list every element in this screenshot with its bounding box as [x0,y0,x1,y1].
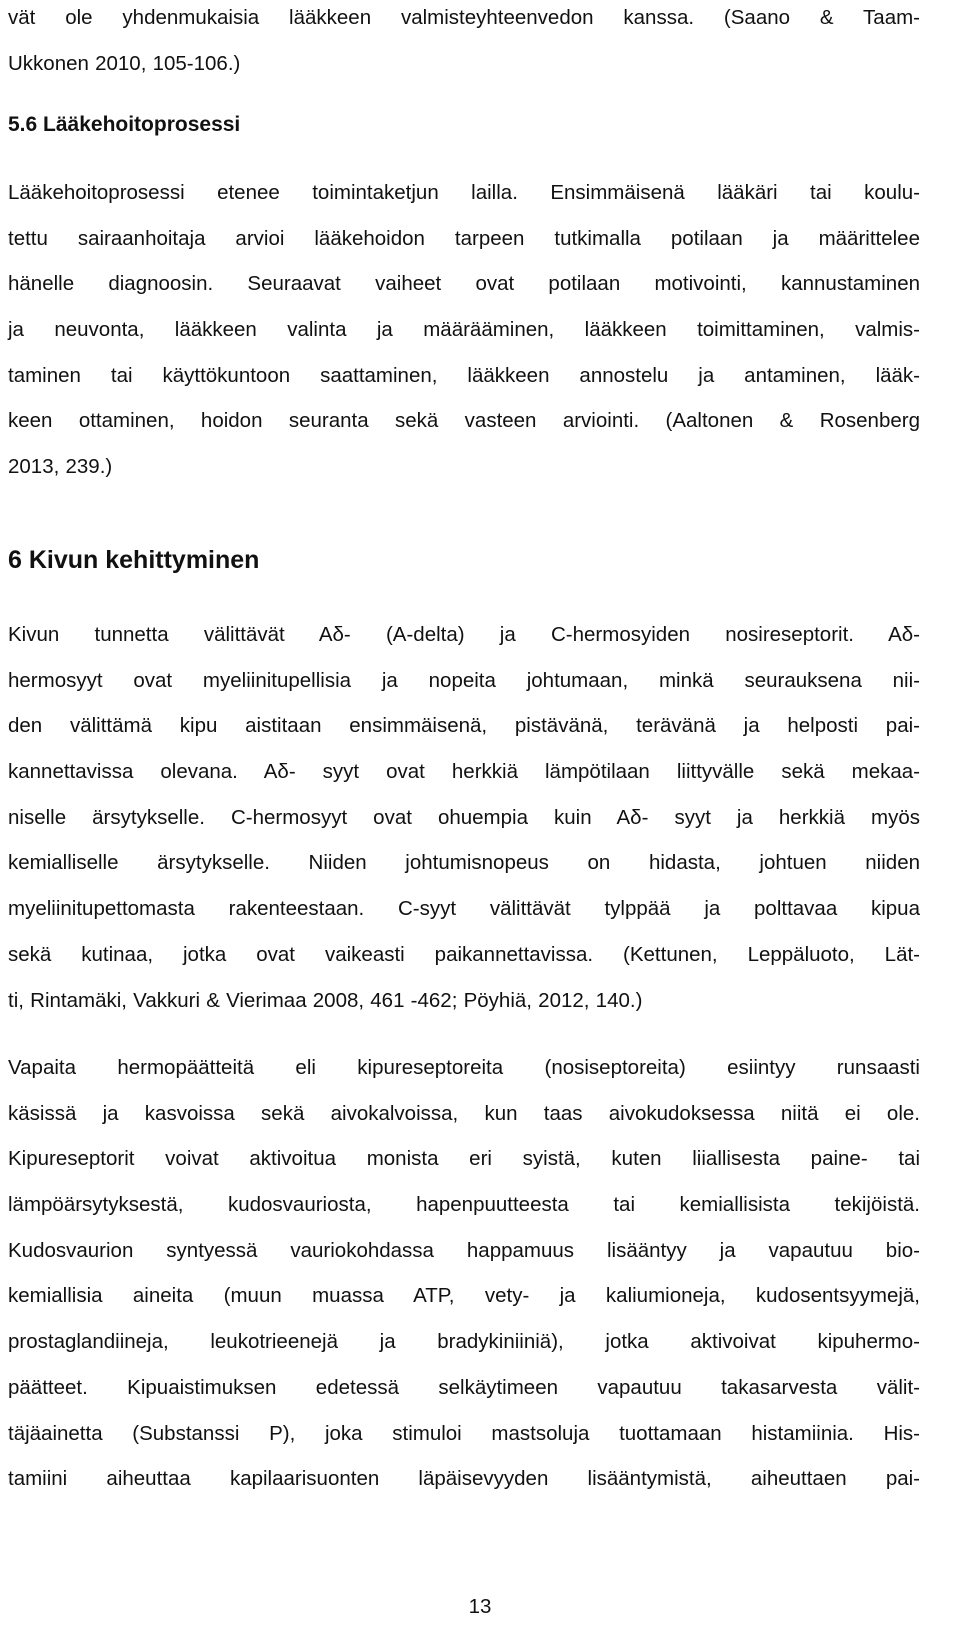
text-line: Kivun tunnetta välittävät Aδ- (A-delta) ja C-hermosyiden nosireseptorit. Aδ- [8,623,920,646]
text-line: ti, Rintamäki, Vakkuri & Vierimaa 2008, 461 -462; Pöyhiä, 2012, 140.) [8,988,643,1012]
text-line: Ukkonen 2010, 105-106.) [8,51,241,75]
text-line: lämpöärsytyksestä, kudosvauriosta, hapenpuutteesta tai kemiallisista tekijöistä. [8,1193,920,1217]
text-line: ja neuvonta, lääkkeen valinta ja määrääminen, lääkkeen toimittaminen, valmis- [8,318,920,342]
text-line: Vapaita hermopäätteitä eli kipureseptoreita (nosiseptoreita) esiintyy runsaasti [8,1056,920,1079]
paragraph-kipureseptorit [8,1045,920,1502]
text-line: den välittämä kipu aistitaan ensimmäisenä, pistävänä, terävänä ja helposti pai- [8,714,920,738]
text-line: prostaglandiineja, leukotrieenejä ja bradykiniiniä), jotka aktivoivat kipuhermo- [8,1330,920,1354]
text-line: niselle ärsytykselle. C-hermosyyt ovat ohuempia kuin Aδ- syyt ja herkkiä myös [8,805,920,829]
paragraph-lääkehoitoprosessi [8,170,920,490]
page-number: 13 [468,1595,492,1618]
text-line: sekä kutinaa, jotka ovat vaikeasti paikannettavissa. (Kettunen, Leppäluoto, Lät- [8,942,920,966]
text-line: tamiini aiheuttaa kapilaarisuonten läpäisevyyden lisääntymistä, aiheuttaen pai- [8,1467,920,1491]
text-line: Lääkehoitoprosessi etenee toimintaketjun lailla. Ensimmäisenä lääkäri tai koulu- [8,181,920,204]
text-line: kemiallisia aineita (muun muassa ATP, vety- ja kaliumioneja, kudosentsyymejä, [8,1284,920,1308]
section-heading-6: 6 Kivun kehittyminen [8,546,260,574]
text-line: taminen tai käyttökuntoon saattaminen, lääkkeen annostelu ja antaminen, lääk- [8,363,920,387]
continuation-paragraph [8,0,920,86]
text-line: keen ottaminen, hoidon seuranta sekä vasteen arviointi. (Aaltonen & Rosenberg [8,409,920,433]
text-line: hermosyyt ovat myeliinitupellisia ja nopeita johtumaan, minkä seurauksena nii- [8,668,920,692]
text-line: täjäainetta (Substanssi P), joka stimuloi mastsoluja tuottamaan histamiinia. His- [8,1421,920,1445]
text-line: käsissä ja kasvoissa sekä aivokalvoissa, kun taas aivokudoksessa niitä ei ole. [8,1101,920,1125]
text-line: tettu sairaanhoitaja arvioi lääkehoidon tarpeen tutkimalla potilaan ja määrittelee [8,226,920,250]
paragraph-hermosyyt [8,612,920,1023]
text-line: kemialliselle ärsytykselle. Niiden johtumisnopeus on hidasta, johtuen niiden [8,851,920,875]
text-line: myeliinitupettomasta rakenteestaan. C-syyt välittävät tylppää ja polttavaa kipua [8,897,920,921]
text-line: Kipureseptorit voivat aktivoitua monista eri syistä, kuten liiallisesta paine- tai [8,1147,920,1171]
text-line: vät ole yhdenmukaisia lääkkeen valmisteyhteenvedon kanssa. (Saano & Taam- [8,6,920,29]
text-line: hänelle diagnoosin. Seuraavat vaiheet ovat potilaan motivointi, kannustaminen [8,272,920,296]
text-line: kannettavissa olevana. Aδ- syyt ovat herkkiä lämpötilaan liittyvälle sekä mekaa- [8,760,920,784]
section-heading-5-6: 5.6 Lääkehoitoprosessi [8,113,241,136]
text-line: Kudosvaurion syntyessä vauriokohdassa happamuus lisääntyy ja vapautuu bio- [8,1238,920,1262]
text-line: 2013, 239.) [8,455,113,479]
text-line: päätteet. Kipuaistimuksen edetessä selkäytimeen vapautuu takasarvesta välit- [8,1375,920,1399]
